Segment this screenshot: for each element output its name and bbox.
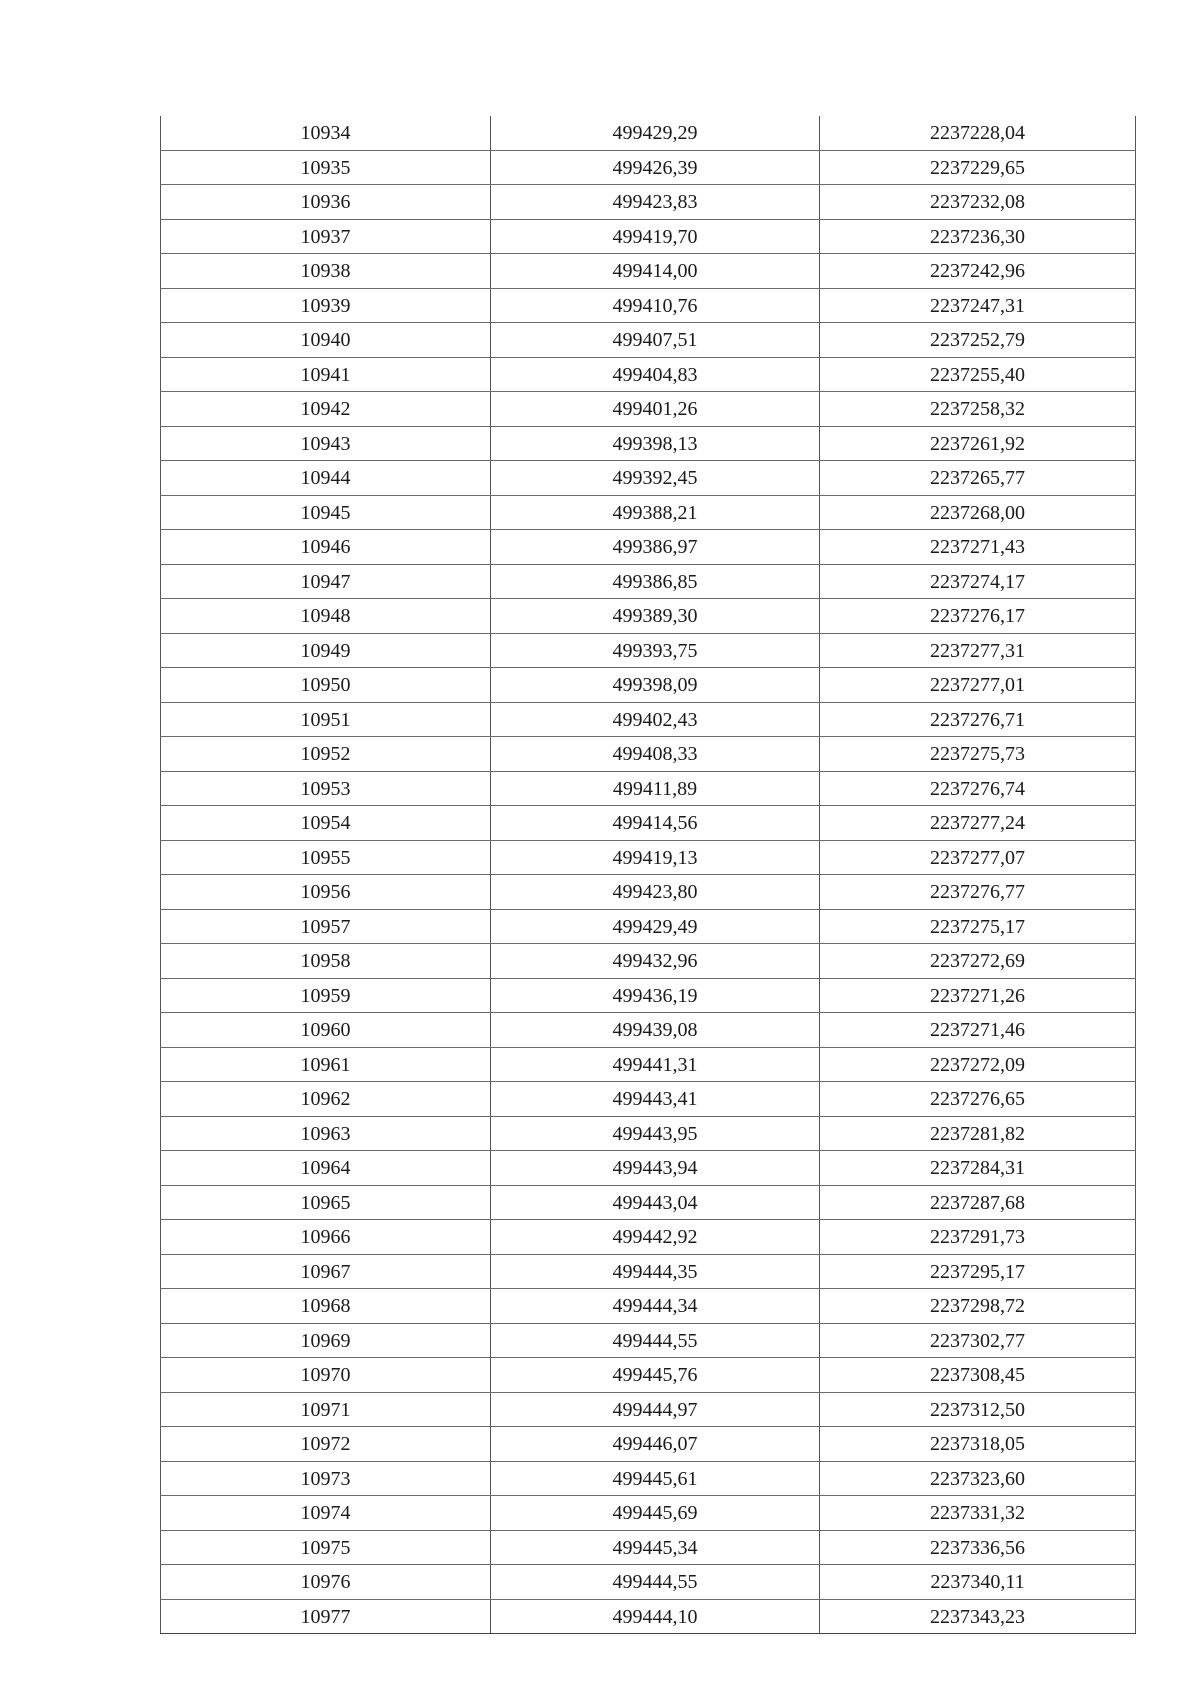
table-row xyxy=(161,150,1136,185)
table-row xyxy=(161,185,1136,220)
x-coordinate-cell: 499401,26 xyxy=(491,392,820,427)
point-number-cell: 10939 xyxy=(161,288,491,323)
point-number-cell: 10964 xyxy=(161,1151,491,1186)
point-number-cell: 10953 xyxy=(161,771,491,806)
point-number-cell: 10965 xyxy=(161,1185,491,1220)
table-row xyxy=(161,1082,1136,1117)
point-number-cell: 10954 xyxy=(161,806,491,841)
y-coordinate-cell: 2237271,26 xyxy=(820,978,1136,1013)
y-coordinate-cell: 2237291,73 xyxy=(820,1220,1136,1255)
x-coordinate-cell: 499445,76 xyxy=(491,1358,820,1393)
x-coordinate-cell: 499398,13 xyxy=(491,426,820,461)
point-number-cell: 10955 xyxy=(161,840,491,875)
table-row xyxy=(161,288,1136,323)
y-coordinate-cell: 2237284,31 xyxy=(820,1151,1136,1186)
point-number-cell: 10946 xyxy=(161,530,491,565)
point-number-cell: 10960 xyxy=(161,1013,491,1048)
table-row xyxy=(161,1220,1136,1255)
table-row xyxy=(161,668,1136,703)
y-coordinate-cell: 2237277,01 xyxy=(820,668,1136,703)
table-row xyxy=(161,1047,1136,1082)
point-number-cell: 10972 xyxy=(161,1427,491,1462)
x-coordinate-cell: 499445,61 xyxy=(491,1461,820,1496)
y-coordinate-cell: 2237265,77 xyxy=(820,461,1136,496)
table-row xyxy=(161,806,1136,841)
x-coordinate-cell: 499444,97 xyxy=(491,1392,820,1427)
coordinates-table xyxy=(160,116,1136,1634)
table-row xyxy=(161,599,1136,634)
table-row xyxy=(161,1599,1136,1634)
table-row xyxy=(161,978,1136,1013)
point-number-cell: 10942 xyxy=(161,392,491,427)
point-number-cell: 10935 xyxy=(161,150,491,185)
x-coordinate-cell: 499393,75 xyxy=(491,633,820,668)
y-coordinate-cell: 2237277,07 xyxy=(820,840,1136,875)
y-coordinate-cell: 2237228,04 xyxy=(820,116,1136,150)
x-coordinate-cell: 499423,83 xyxy=(491,185,820,220)
x-coordinate-cell: 499441,31 xyxy=(491,1047,820,1082)
table-row xyxy=(161,426,1136,461)
x-coordinate-cell: 499386,85 xyxy=(491,564,820,599)
y-coordinate-cell: 2237323,60 xyxy=(820,1461,1136,1496)
x-coordinate-cell: 499388,21 xyxy=(491,495,820,530)
table-row xyxy=(161,530,1136,565)
table-row xyxy=(161,771,1136,806)
point-number-cell: 10974 xyxy=(161,1496,491,1531)
point-number-cell: 10956 xyxy=(161,875,491,910)
point-number-cell: 10976 xyxy=(161,1565,491,1600)
y-coordinate-cell: 2237298,72 xyxy=(820,1289,1136,1324)
x-coordinate-cell: 499439,08 xyxy=(491,1013,820,1048)
x-coordinate-cell: 499398,09 xyxy=(491,668,820,703)
table-row xyxy=(161,1323,1136,1358)
point-number-cell: 10977 xyxy=(161,1599,491,1634)
table-row xyxy=(161,564,1136,599)
table-row xyxy=(161,392,1136,427)
x-coordinate-cell: 499443,95 xyxy=(491,1116,820,1151)
x-coordinate-cell: 499386,97 xyxy=(491,530,820,565)
x-coordinate-cell: 499411,89 xyxy=(491,771,820,806)
point-number-cell: 10959 xyxy=(161,978,491,1013)
point-number-cell: 10957 xyxy=(161,909,491,944)
y-coordinate-cell: 2237274,17 xyxy=(820,564,1136,599)
point-number-cell: 10971 xyxy=(161,1392,491,1427)
point-number-cell: 10966 xyxy=(161,1220,491,1255)
y-coordinate-cell: 2237308,45 xyxy=(820,1358,1136,1393)
x-coordinate-cell: 499444,10 xyxy=(491,1599,820,1634)
table-row xyxy=(161,909,1136,944)
x-coordinate-cell: 499419,70 xyxy=(491,219,820,254)
y-coordinate-cell: 2237277,24 xyxy=(820,806,1136,841)
y-coordinate-cell: 2237302,77 xyxy=(820,1323,1136,1358)
point-number-cell: 10952 xyxy=(161,737,491,772)
y-coordinate-cell: 2237261,92 xyxy=(820,426,1136,461)
point-number-cell: 10969 xyxy=(161,1323,491,1358)
x-coordinate-cell: 499429,49 xyxy=(491,909,820,944)
x-coordinate-cell: 499432,96 xyxy=(491,944,820,979)
x-coordinate-cell: 499419,13 xyxy=(491,840,820,875)
x-coordinate-cell: 499445,69 xyxy=(491,1496,820,1531)
y-coordinate-cell: 2237232,08 xyxy=(820,185,1136,220)
point-number-cell: 10961 xyxy=(161,1047,491,1082)
y-coordinate-cell: 2237271,46 xyxy=(820,1013,1136,1048)
point-number-cell: 10947 xyxy=(161,564,491,599)
y-coordinate-cell: 2237255,40 xyxy=(820,357,1136,392)
x-coordinate-cell: 499436,19 xyxy=(491,978,820,1013)
table-row xyxy=(161,840,1136,875)
table-row xyxy=(161,1185,1136,1220)
x-coordinate-cell: 499408,33 xyxy=(491,737,820,772)
table-row xyxy=(161,1530,1136,1565)
x-coordinate-cell: 499426,39 xyxy=(491,150,820,185)
point-number-cell: 10968 xyxy=(161,1289,491,1324)
y-coordinate-cell: 2237312,50 xyxy=(820,1392,1136,1427)
point-number-cell: 10975 xyxy=(161,1530,491,1565)
table-row xyxy=(161,875,1136,910)
point-number-cell: 10941 xyxy=(161,357,491,392)
y-coordinate-cell: 2237331,32 xyxy=(820,1496,1136,1531)
point-number-cell: 10958 xyxy=(161,944,491,979)
point-number-cell: 10973 xyxy=(161,1461,491,1496)
table-row xyxy=(161,1565,1136,1600)
table-row xyxy=(161,357,1136,392)
point-number-cell: 10963 xyxy=(161,1116,491,1151)
table-row xyxy=(161,1427,1136,1462)
table-row xyxy=(161,1461,1136,1496)
x-coordinate-cell: 499414,00 xyxy=(491,254,820,289)
table-row xyxy=(161,944,1136,979)
y-coordinate-cell: 2237252,79 xyxy=(820,323,1136,358)
table-row xyxy=(161,495,1136,530)
table-row xyxy=(161,323,1136,358)
y-coordinate-cell: 2237287,68 xyxy=(820,1185,1136,1220)
point-number-cell: 10945 xyxy=(161,495,491,530)
point-number-cell: 10943 xyxy=(161,426,491,461)
y-coordinate-cell: 2237271,43 xyxy=(820,530,1136,565)
table-row xyxy=(161,633,1136,668)
y-coordinate-cell: 2237281,82 xyxy=(820,1116,1136,1151)
table-row xyxy=(161,737,1136,772)
y-coordinate-cell: 2237343,23 xyxy=(820,1599,1136,1634)
coordinates-table-body xyxy=(161,116,1136,1634)
point-number-cell: 10934 xyxy=(161,116,491,150)
y-coordinate-cell: 2237268,00 xyxy=(820,495,1136,530)
point-number-cell: 10951 xyxy=(161,702,491,737)
x-coordinate-cell: 499444,55 xyxy=(491,1323,820,1358)
table-row xyxy=(161,1151,1136,1186)
point-number-cell: 10949 xyxy=(161,633,491,668)
y-coordinate-cell: 2237276,65 xyxy=(820,1082,1136,1117)
y-coordinate-cell: 2237229,65 xyxy=(820,150,1136,185)
point-number-cell: 10938 xyxy=(161,254,491,289)
table-row xyxy=(161,1116,1136,1151)
x-coordinate-cell: 499407,51 xyxy=(491,323,820,358)
x-coordinate-cell: 499410,76 xyxy=(491,288,820,323)
x-coordinate-cell: 499429,29 xyxy=(491,116,820,150)
x-coordinate-cell: 499443,04 xyxy=(491,1185,820,1220)
x-coordinate-cell: 499404,83 xyxy=(491,357,820,392)
y-coordinate-cell: 2237336,56 xyxy=(820,1530,1136,1565)
x-coordinate-cell: 499443,94 xyxy=(491,1151,820,1186)
x-coordinate-cell: 499444,55 xyxy=(491,1565,820,1600)
table-row xyxy=(161,1496,1136,1531)
table-row xyxy=(161,254,1136,289)
y-coordinate-cell: 2237272,09 xyxy=(820,1047,1136,1082)
point-number-cell: 10936 xyxy=(161,185,491,220)
x-coordinate-cell: 499392,45 xyxy=(491,461,820,496)
table-row xyxy=(161,1392,1136,1427)
table-row xyxy=(161,1013,1136,1048)
x-coordinate-cell: 499423,80 xyxy=(491,875,820,910)
point-number-cell: 10962 xyxy=(161,1082,491,1117)
point-number-cell: 10944 xyxy=(161,461,491,496)
point-number-cell: 10967 xyxy=(161,1254,491,1289)
table-row xyxy=(161,702,1136,737)
x-coordinate-cell: 499446,07 xyxy=(491,1427,820,1462)
x-coordinate-cell: 499443,41 xyxy=(491,1082,820,1117)
y-coordinate-cell: 2237242,96 xyxy=(820,254,1136,289)
x-coordinate-cell: 499402,43 xyxy=(491,702,820,737)
y-coordinate-cell: 2237276,74 xyxy=(820,771,1136,806)
x-coordinate-cell: 499389,30 xyxy=(491,599,820,634)
x-coordinate-cell: 499414,56 xyxy=(491,806,820,841)
point-number-cell: 10950 xyxy=(161,668,491,703)
table-row xyxy=(161,1289,1136,1324)
table-row xyxy=(161,1254,1136,1289)
y-coordinate-cell: 2237318,05 xyxy=(820,1427,1136,1462)
y-coordinate-cell: 2237275,17 xyxy=(820,909,1136,944)
point-number-cell: 10948 xyxy=(161,599,491,634)
point-number-cell: 10970 xyxy=(161,1358,491,1393)
y-coordinate-cell: 2237295,17 xyxy=(820,1254,1136,1289)
x-coordinate-cell: 499442,92 xyxy=(491,1220,820,1255)
point-number-cell: 10940 xyxy=(161,323,491,358)
y-coordinate-cell: 2237275,73 xyxy=(820,737,1136,772)
y-coordinate-cell: 2237340,11 xyxy=(820,1565,1136,1600)
x-coordinate-cell: 499444,35 xyxy=(491,1254,820,1289)
point-number-cell: 10937 xyxy=(161,219,491,254)
y-coordinate-cell: 2237272,69 xyxy=(820,944,1136,979)
y-coordinate-cell: 2237276,17 xyxy=(820,599,1136,634)
y-coordinate-cell: 2237247,31 xyxy=(820,288,1136,323)
x-coordinate-cell: 499445,34 xyxy=(491,1530,820,1565)
y-coordinate-cell: 2237277,31 xyxy=(820,633,1136,668)
table-row xyxy=(161,219,1136,254)
table-row xyxy=(161,1358,1136,1393)
y-coordinate-cell: 2237276,77 xyxy=(820,875,1136,910)
table-row xyxy=(161,116,1136,150)
table-row xyxy=(161,461,1136,496)
y-coordinate-cell: 2237236,30 xyxy=(820,219,1136,254)
y-coordinate-cell: 2237276,71 xyxy=(820,702,1136,737)
x-coordinate-cell: 499444,34 xyxy=(491,1289,820,1324)
y-coordinate-cell: 2237258,32 xyxy=(820,392,1136,427)
